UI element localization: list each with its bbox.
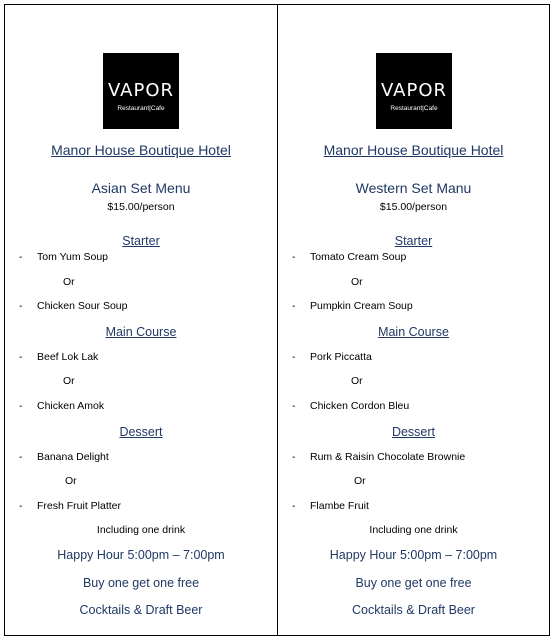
bullet-dash: - (292, 451, 296, 463)
western-menu-panel (277, 4, 550, 636)
offer-text: Buy one get one free (82, 576, 200, 590)
bullet-dash: - (292, 500, 296, 512)
section-heading-starter: Starter (122, 234, 160, 248)
vapor-logo (376, 53, 452, 129)
bullet-dash: - (19, 400, 23, 412)
bullet-dash: - (19, 251, 23, 263)
bullet-dash: - (19, 500, 23, 512)
bullet-dash: - (292, 251, 296, 263)
section-heading-dessert: Dessert (391, 425, 436, 439)
drink-note: Including one drink (96, 524, 186, 536)
logo-tagline: Restaurant|Cafe (117, 105, 165, 112)
main-item-2: Chicken Cordon Bleu (310, 400, 410, 412)
bullet-dash: - (292, 351, 296, 363)
menu-price: $15.00/person (379, 201, 448, 213)
or-separator: Or (351, 276, 363, 288)
happy-hour-text: Happy Hour 5:00pm – 7:00pm (329, 548, 498, 562)
section-heading-main: Main Course (378, 325, 449, 339)
drinks-text: Cocktails & Draft Beer (79, 603, 203, 617)
dessert-item-1: Banana Delight (37, 451, 109, 463)
drinks-text: Cocktails & Draft Beer (352, 603, 475, 617)
dessert-item-1: Rum & Raisin Chocolate Brownie (310, 451, 466, 463)
starter-item-2: Chicken Sour Soup (37, 300, 128, 312)
menu-title: Asian Set Menu (91, 180, 191, 196)
bullet-dash: - (19, 300, 23, 312)
section-heading-main: Main Course (105, 325, 177, 339)
offer-text: Buy one get one free (355, 576, 472, 590)
or-separator: Or (354, 475, 366, 487)
logo-word: VAPOR (107, 80, 174, 101)
main-item-2: Chicken Amok (37, 400, 105, 412)
hotel-name: Manor House Boutique Hotel (323, 142, 504, 158)
section-heading-dessert: Dessert (119, 425, 163, 439)
bullet-dash: - (19, 451, 23, 463)
bullet-dash: - (19, 351, 23, 363)
bullet-dash: - (292, 400, 296, 412)
or-separator: Or (63, 375, 75, 387)
menu-price: $15.00/person (107, 201, 175, 213)
or-separator: Or (63, 276, 75, 288)
happy-hour-text: Happy Hour 5:00pm – 7:00pm (57, 548, 225, 562)
or-separator: Or (65, 475, 77, 487)
dessert-item-2: Fresh Fruit Platter (37, 500, 122, 512)
asian-menu-panel (4, 4, 278, 636)
starter-item-2: Pumpkin Cream Soup (310, 300, 413, 312)
dessert-item-2: Flambe Fruit (310, 500, 369, 512)
vapor-logo (103, 53, 179, 129)
logo-word: VAPOR (380, 80, 447, 101)
main-item-1: Beef Lok Lak (37, 351, 99, 363)
starter-item-1: Tom Yum Soup (37, 251, 109, 263)
menu-title: Western Set Manu (355, 180, 472, 196)
section-heading-starter: Starter (394, 234, 433, 248)
bullet-dash: - (292, 300, 296, 312)
starter-item-1: Tomato Cream Soup (310, 251, 407, 263)
or-separator: Or (351, 375, 363, 387)
drink-note: Including one drink (369, 524, 458, 536)
logo-tagline: Restaurant|Cafe (390, 105, 438, 112)
hotel-name: Manor House Boutique Hotel (51, 142, 231, 158)
main-item-1: Pork Piccatta (310, 351, 372, 363)
